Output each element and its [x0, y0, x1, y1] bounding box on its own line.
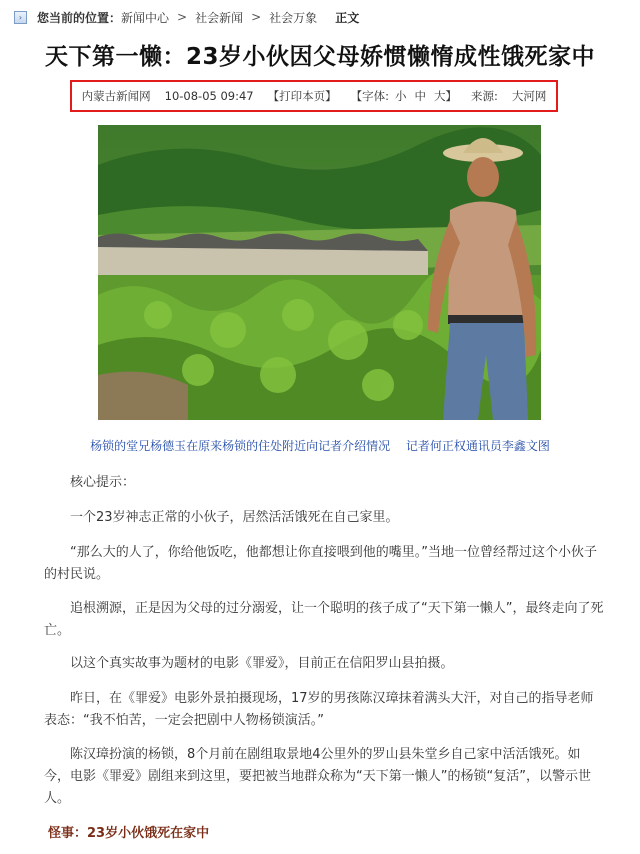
font-size-label: 【字体:	[350, 89, 389, 103]
article-photo	[98, 125, 541, 420]
breadcrumb	[14, 6, 626, 28]
arrow-right-icon: ›	[14, 11, 27, 24]
breadcrumb-current: 正文	[335, 10, 360, 25]
meta-datetime: 10-08-05 09:47	[164, 89, 254, 103]
paragraph: 陈汉璋扮演的杨锁，8个月前在剧组取景地4公里外的罗山县朱堂乡自己家中活活饿死。如今，电影《罪爱》剧组来到这里，要把被当地群众称为“天下第一懒人”的杨锁“复活”，以警示世人。	[44, 747, 591, 806]
caption-credit: 记者何正权通讯员李鑫文图	[405, 439, 550, 453]
source-link[interactable]: 大河网	[511, 89, 547, 103]
paragraph-summary-label: 核心提示：	[70, 475, 136, 490]
font-size-large-link[interactable]: 大】	[434, 89, 457, 103]
breadcrumb-social-news[interactable]: 社会新闻	[195, 10, 244, 25]
paragraph: 昨日，在《罪爱》电影外景拍摄现场，17岁的男孩陈汉璋抹着满头大汗，对自己的指导老师表态：“我不怕苦，一定会把剧中人物杨锁演活。”	[44, 691, 594, 728]
meta-site: 内蒙古新闻网	[81, 89, 151, 103]
section-subhead: 怪事：23岁小伙饿死在家中	[48, 826, 210, 841]
caption-description: 杨锁的堂兄杨德玉在原来杨锁的住处附近向记者介绍情况	[90, 439, 391, 453]
font-size-small-link[interactable]: 小	[395, 89, 407, 103]
paragraph: “那么大的人了，你给他饭吃，他都想让你直接喂到他的嘴里。”当地一位曾经帮过这个小伙子的村民说。	[44, 545, 597, 582]
font-size-medium-link[interactable]: 中	[414, 89, 426, 103]
photo-caption	[0, 437, 640, 454]
print-page-link[interactable]: 【打印本页】	[267, 89, 337, 103]
paragraph: 追根溯源，正是因为父母的过分溺爱，让一个聪明的孩子成了“天下第一懒人”，最终走向了死亡。	[44, 601, 604, 638]
paragraph: 以这个真实故事为题材的电影《罪爱》，目前正在信阳罗山县拍摄。	[70, 656, 454, 671]
breadcrumb-label: 您当前的位置：	[37, 10, 122, 25]
breadcrumb-separator: >	[251, 10, 262, 24]
source-label: 来源:	[471, 89, 498, 103]
article-meta-bar	[70, 80, 558, 112]
breadcrumb-separator: >	[177, 10, 188, 24]
paragraph: 一个23岁神志正常的小伙子，居然活活饿死在自己家里。	[70, 510, 399, 525]
article-title: 天下第一懒：23岁小伙因父母娇惯懒惰成性饿死家中	[44, 44, 595, 70]
breadcrumb-social-variety[interactable]: 社会万象	[269, 10, 318, 25]
breadcrumb-news-center[interactable]: 新闻中心	[121, 10, 170, 25]
